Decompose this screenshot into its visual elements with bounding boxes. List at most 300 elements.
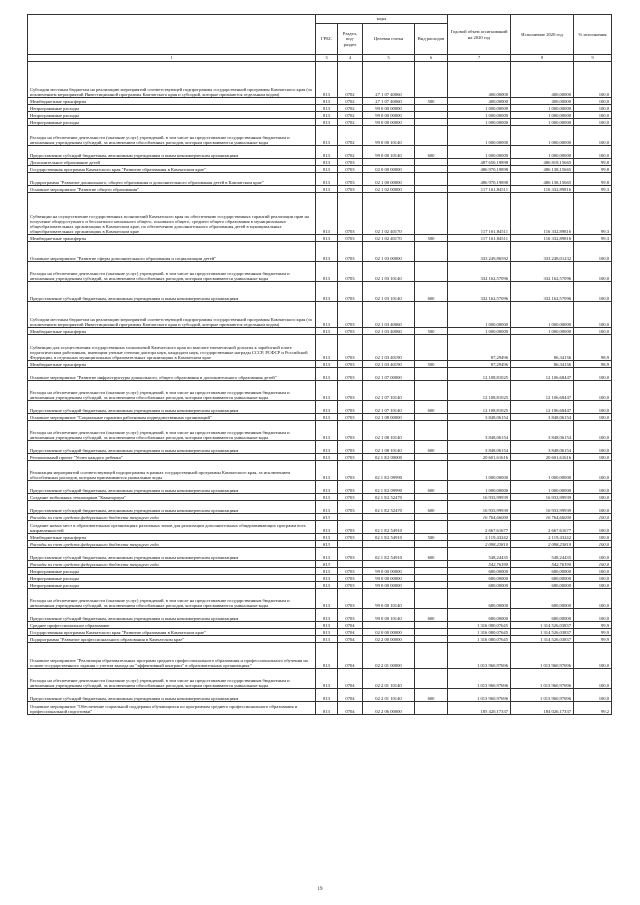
row-target: 02 1 03 00000 [363,242,415,262]
row-name: Предоставление субсидий бюджетным, автономным учреждениям и иным некоммерческим организациям [28,401,316,414]
row-annual: 680,00000 [448,582,511,589]
row-execution: 1 314 526,03837 [511,636,574,643]
row-target: 02 1 02 40170 [363,193,415,235]
page-number: 19 [317,887,323,892]
row-percent: 100,0 [574,548,612,561]
table-row [28,242,612,262]
row-section: 0704 [338,669,363,689]
row-grbs: 813 [316,702,338,715]
row-grbs: 813 [316,166,338,173]
row-section: 0702 [338,112,363,119]
row-target: 99 0 00 00000 [363,105,415,112]
row-target: 99 0 00 00000 [363,568,415,575]
header-index: 1 [28,55,316,62]
row-execution: 486 138,15665 [511,173,574,186]
header-index: 9 [574,55,612,62]
row-target: 02 1 07 00000 [363,368,415,381]
row-exptype [415,575,448,582]
row-target [363,541,415,548]
row-annual: 400,00000 [448,62,511,98]
row-name: Создание новых мест в образовательных организациях различных типов для реализации дополнительных общеразвивающих программ всех направленностей [28,521,316,534]
row-section [338,561,363,568]
row-exptype [415,193,448,235]
row-annual: 12 108,81025 [448,368,511,381]
row-section: 0702 [338,105,363,112]
row-target: 02 1 03 40190 [363,361,415,368]
row-name: Расходы за счет средств федерального бюджета текущего года [28,561,316,568]
row-name: Межбюджетные трансферты [28,98,316,105]
row-exptype [415,62,448,98]
row-grbs: 813 [316,186,338,193]
row-target: 02 2 01 10140 [363,669,415,689]
row-exptype [415,589,448,609]
row-percent: 100,0 [574,441,612,454]
row-section: 0703 [338,368,363,381]
row-grbs: 813 [316,669,338,689]
row-percent: 99,3 [574,235,612,242]
row-name: Непрограммные расходы [28,105,316,112]
row-percent: 100,0 [574,481,612,494]
row-grbs: 813 [316,514,338,521]
row-target: 02 1 E2 54910 [363,534,415,541]
header-index: 6 [415,55,448,62]
row-target: 02 1 E2 00000 [363,454,415,461]
row-annual: 1 000,00000 [448,481,511,494]
row-section: 0703 [338,186,363,193]
row-execution: 1 013 960,97696 [511,669,574,689]
row-execution: 548,24435 [511,548,574,561]
row-exptype [415,636,448,643]
row-grbs: 813 [316,636,338,643]
table-row [28,501,612,514]
row-section: 0703 [338,441,363,454]
row-percent: 100,0 [574,98,612,105]
table-row [28,328,612,335]
row-percent: 99,9 [574,636,612,643]
row-percent: 100,0 [574,302,612,328]
row-exptype [415,514,448,521]
table-row [28,159,612,166]
row-percent: 100,0 [574,112,612,119]
row-target: 27 1 07 40060 [363,98,415,105]
row-target: 02 0 00 00000 [363,629,415,636]
table-row [28,568,612,575]
row-percent: 100,0 [574,575,612,582]
row-target: 02 1 08 00000 [363,414,415,421]
row-exptype [415,105,448,112]
row-execution: 1 013 960,97696 [511,643,574,669]
header-exptype: Вид расходов [415,24,448,55]
row-percent: 100,0 [574,582,612,589]
row-percent: 100,0 [574,262,612,282]
row-target: 02 2 06 00000 [363,702,415,715]
row-grbs: 813 [316,105,338,112]
row-execution: 400,00000 [511,98,574,105]
row-name: Субвенции для осуществления государственных полномочий Камчатского края по выплате ежемесячной доплаты к заработной плате педагогическим работникам, имеющим ученые степени доктора наук, кандидата наук, государственные награды СССР, РСФСР и Российской Федерации, в отдельных муниципальных образовательных организациях в Камчатском крае [28,335,316,361]
row-exptype: 500 [415,235,448,242]
row-section: 0704 [338,622,363,629]
row-execution: 680,00000 [511,568,574,575]
row-exptype: 500 [415,361,448,368]
row-exptype [415,454,448,461]
row-name: Государственная программа Камчатского края "Развитие образования в Камчатском крае" [28,629,316,636]
row-annual: 332 162,57096 [448,282,511,302]
row-target: 99 0 00 10140 [363,589,415,609]
row-percent: 100,0 [574,62,612,98]
row-name: Межбюджетные трансферты [28,534,316,541]
row-name: Государственная программа Камчатского края "Развитие образования в Камчатском крае" [28,166,316,173]
row-annual: 486 970,19898 [448,173,511,186]
row-section: 0703 [338,328,363,335]
table-row [28,166,612,173]
header-percent: % исполнения [574,15,612,55]
table-row [28,481,612,494]
row-annual: 16 933,99939 [448,501,511,514]
row-annual: 680,00000 [448,609,511,622]
row-exptype: 600 [415,401,448,414]
row-percent: 99,8 [574,166,612,173]
row-section [338,514,363,521]
row-section: 0703 [338,173,363,186]
row-name: Расходы на обеспечение деятельности (оказание услуг) учреждений, в том числе на предоставление государственным бюджетным и автономным учреждениям субсидий, за исключением обособленных расходов, которым присваиваются уникальные коды [28,421,316,441]
row-name: Расходы на обеспечение деятельности (оказание услуг) учреждений, в том числе на предоставление государственным бюджетным и автономным учреждениям субсидий, за исключением обособленных расходов, которым присваиваются уникальные коды [28,669,316,689]
row-percent: 99,8 [574,159,612,166]
row-annual: 542,76190 [448,561,511,568]
row-annual: 332 162,57096 [448,262,511,282]
row-target: 02 1 E2 52470 [363,494,415,501]
row-percent: 100,0 [574,414,612,421]
row-annual: 680,00000 [448,568,511,575]
row-percent: 98,9 [574,361,612,368]
row-exptype [415,622,448,629]
table-row [28,643,612,669]
row-target: 99 0 00 00000 [363,119,415,126]
row-execution: 680,00000 [511,582,574,589]
row-execution: 86,34136 [511,361,574,368]
row-section: 0702 [338,119,363,126]
row-exptype [415,582,448,589]
row-grbs: 813 [316,643,338,669]
table-row [28,541,612,548]
row-name: Расходы за счет средств федерального бюджета текущего года [28,514,316,521]
row-grbs: 813 [316,119,338,126]
row-execution: 332 162,57096 [511,262,574,282]
row-exptype: 600 [415,282,448,302]
row-execution: 116 332,89816 [511,193,574,235]
table-row [28,534,612,541]
table-row [28,609,612,622]
row-annual: 1 013 960,97696 [448,689,511,702]
row-annual: 1 000,00000 [448,112,511,119]
row-section: 0703 [338,589,363,609]
row-name: Расходы на обеспечение деятельности (оказание услуг) учреждений, в том числе на предоставление государственным бюджетным и автономным учреждениям субсидий, за исключением обособленных расходов, которым присваиваются уникальные коды [28,126,316,146]
row-annual: 12 108,81025 [448,381,511,401]
row-annual: 117 161,84511 [448,193,511,235]
row-target: 02 1 E2 52470 [363,501,415,514]
row-execution: 332 162,57096 [511,282,574,302]
row-exptype [415,112,448,119]
row-percent: 100,0 [574,421,612,441]
table-row [28,302,612,328]
table-row [28,62,612,98]
row-section: 0703 [338,235,363,242]
row-exptype [415,159,448,166]
row-annual: 486 970,19898 [448,166,511,173]
row-target: 99 0 00 00000 [363,575,415,582]
row-annual: 548,24435 [448,548,511,561]
row-section: 0702 [338,146,363,159]
row-name: Непрограммные расходы [28,119,316,126]
row-percent: 100,0 [574,689,612,702]
table-row [28,689,612,702]
row-section: 0702 [338,98,363,105]
row-target: 99 0 00 10140 [363,609,415,622]
table-row [28,421,612,441]
row-exptype [415,381,448,401]
row-exptype: 600 [415,481,448,494]
row-execution: 3 848,06154 [511,414,574,421]
row-target: 99 0 00 10140 [363,126,415,146]
row-target: 02 1 E2 54910 [363,548,415,561]
row-execution: 333 248,01232 [511,242,574,262]
row-annual: 16 933,99939 [448,494,511,501]
row-section: 0703 [338,302,363,328]
row-percent: 100,0 [574,454,612,461]
row-exptype [415,421,448,441]
row-target: 99 0 00 00000 [363,582,415,589]
row-annual: 1 000,00000 [448,119,511,126]
row-percent: 99,3 [574,186,612,193]
row-annual: 3 848,06154 [448,421,511,441]
row-grbs: 813 [316,421,338,441]
row-percent: 100,0 [574,119,612,126]
row-percent: 100,0 [574,521,612,534]
row-grbs: 813 [316,461,338,481]
row-execution: 680,00000 [511,575,574,582]
table-row [28,368,612,381]
row-exptype: 600 [415,689,448,702]
row-percent: 100,0 [574,643,612,669]
row-name: Дополнительное образование детей [28,159,316,166]
row-section: 0704 [338,636,363,643]
row-execution: 1 000,00000 [511,105,574,112]
row-section: 0703 [338,262,363,282]
row-annual: 1 316 080,07645 [448,636,511,643]
row-annual: 3 848,06154 [448,414,511,421]
row-grbs: 813 [316,126,338,146]
row-annual: 1 000,00000 [448,461,511,481]
table-row [28,702,612,715]
row-grbs: 813 [316,302,338,328]
row-section: 0703 [338,582,363,589]
header-section: Раздел, под-раздел [338,24,363,55]
row-annual: 2 667,61677 [448,521,511,534]
row-annual: 1 000,00000 [448,146,511,159]
row-target: 02 2 01 10140 [363,689,415,702]
row-name: Предоставление субсидий бюджетным, автономным учреждениям и иным некоммерческим организациям [28,282,316,302]
row-grbs: 813 [316,622,338,629]
row-exptype [415,561,448,568]
row-execution: 2 098,23810 [511,541,574,548]
header-index: 3 [316,55,338,62]
row-execution: 1 000,00000 [511,302,574,328]
row-exptype: 600 [415,501,448,514]
row-percent: 100,0 [574,381,612,401]
row-grbs: 813 [316,414,338,421]
row-execution: 16 933,99939 [511,494,574,501]
row-execution: 1 013 960,97696 [511,689,574,702]
row-section: 0704 [338,702,363,715]
row-grbs: 813 [316,98,338,105]
row-grbs: 813 [316,454,338,461]
row-execution: 2 119,43242 [511,534,574,541]
row-execution: 116 332,89816 [511,186,574,193]
row-execution: 3 848,06154 [511,421,574,441]
row-execution: 1 000,00000 [511,481,574,494]
row-execution: 184 026,17337 [511,702,574,715]
table-row [28,105,612,112]
header-index: 7 [448,55,511,62]
table-row [28,335,612,361]
row-grbs: 813 [316,62,338,98]
row-section: 0703 [338,609,363,622]
row-target: 99 0 00 00000 [363,112,415,119]
row-target: 02 1 E2 09990 [363,461,415,481]
row-section: 0703 [338,521,363,534]
table-row [28,589,612,609]
row-section: 0703 [338,166,363,173]
row-percent: 100,0 [574,669,612,689]
row-section: 0702 [338,126,363,146]
row-annual: 117 161,84511 [448,186,511,193]
row-grbs: 813 [316,335,338,361]
row-section: 0703 [338,242,363,262]
row-execution: 116 332,89816 [511,235,574,242]
row-section: 0703 [338,193,363,235]
row-target: 02 1 03 40060 [363,302,415,328]
table-row [28,514,612,521]
row-section: 0703 [338,461,363,481]
row-target: 02 1 03 40060 [363,328,415,335]
row-percent: 98,9 [574,335,612,361]
row-target: 02 1 E2 09990 [363,481,415,494]
row-exptype [415,643,448,669]
row-name: Непрограммные расходы [28,582,316,589]
table-row [28,461,612,481]
table-row [28,146,612,159]
row-percent: 99,3 [574,193,612,235]
row-percent: 100,0 [574,514,612,521]
header-index: 4 [338,55,363,62]
row-grbs: 813 [316,262,338,282]
row-section: 0703 [338,421,363,441]
table-row [28,561,612,568]
row-execution: 1 000,00000 [511,126,574,146]
row-annual: 1 000,00000 [448,302,511,328]
row-percent: 100,0 [574,242,612,262]
row-percent: 100,0 [574,282,612,302]
row-section: 0703 [338,454,363,461]
row-name: Непрограммные расходы [28,112,316,119]
row-execution: 2 667,61677 [511,521,574,534]
header-index: 5 [363,55,415,62]
row-grbs: 813 [316,541,338,548]
row-target: 02 1 03 40190 [363,335,415,361]
row-exptype [415,568,448,575]
table-row [28,262,612,282]
row-target: 02 1 07 10140 [363,401,415,414]
row-percent: 100,0 [574,368,612,381]
row-annual: 1 013 960,97696 [448,643,511,669]
table-row [28,173,612,186]
row-grbs: 813 [316,609,338,622]
row-grbs: 813 [316,441,338,454]
row-percent: 100,0 [574,146,612,159]
row-name: Субвенции на осуществление государственных полномочий Камчатского края по обеспечению государственных гарантий реализации прав на получение общедоступного и бесплатного начального общего, основного общего, среднего общего образования в муниципальных общеобразовательных организациях в Камчатском крае, по обеспечению дополнительного образования детей в муниципальных общеобразовательных организациях в Камчатском крае [28,193,316,235]
row-name: Создание мобильных технопарков "Кванториум" [28,494,316,501]
row-grbs: 813 [316,242,338,262]
row-section: 0704 [338,643,363,669]
row-exptype [415,262,448,282]
row-name: Межбюджетные трансферты [28,361,316,368]
row-exptype: 500 [415,98,448,105]
row-execution: 1 000,00000 [511,119,574,126]
table-row [28,282,612,302]
row-grbs: 813 [316,575,338,582]
row-grbs: 813 [316,521,338,534]
row-percent: 100,0 [574,589,612,609]
row-section: 0702 [338,62,363,98]
row-execution: 400,00000 [511,62,574,98]
table-row [28,235,612,242]
row-name: Региональный проект "Успех каждого ребенка" [28,454,316,461]
row-annual: 400,00000 [448,98,511,105]
row-exptype [415,186,448,193]
row-percent: 100,0 [574,328,612,335]
row-grbs: 813 [316,401,338,414]
row-exptype [415,669,448,689]
row-section: 0703 [338,481,363,494]
row-section: 0703 [338,534,363,541]
row-execution: 1 314 526,03837 [511,622,574,629]
row-annual: 117 161,84511 [448,235,511,242]
row-exptype [415,629,448,636]
row-target: 02 1 03 10140 [363,282,415,302]
row-name: Основное мероприятие "Социальные гарантии работникам подведомственных организаций" [28,414,316,421]
row-percent: 99,9 [574,622,612,629]
row-grbs: 813 [316,159,338,166]
row-grbs: 813 [316,494,338,501]
row-name: Предоставление субсидий бюджетным, автономным учреждениям и иным некоммерческим организациям [28,146,316,159]
row-name: Основное мероприятие "Развитие сферы дополнительного образования и социализации детей" [28,242,316,262]
row-execution: 680,00000 [511,609,574,622]
row-section: 0703 [338,501,363,514]
row-annual: 16 764,66000 [448,514,511,521]
row-execution: 3 848,06154 [511,441,574,454]
row-annual: 1 316 080,07645 [448,622,511,629]
row-section: 0703 [338,494,363,501]
table-row [28,521,612,534]
row-grbs: 813 [316,501,338,514]
table-row [28,112,612,119]
table-row [28,401,612,414]
row-target [363,622,415,629]
header-target: Целевая статья [363,24,415,55]
row-section: 0704 [338,629,363,636]
row-name: Межбюджетные трансферты [28,235,316,242]
row-section: 0703 [338,548,363,561]
row-annual: 3 848,06154 [448,441,511,454]
